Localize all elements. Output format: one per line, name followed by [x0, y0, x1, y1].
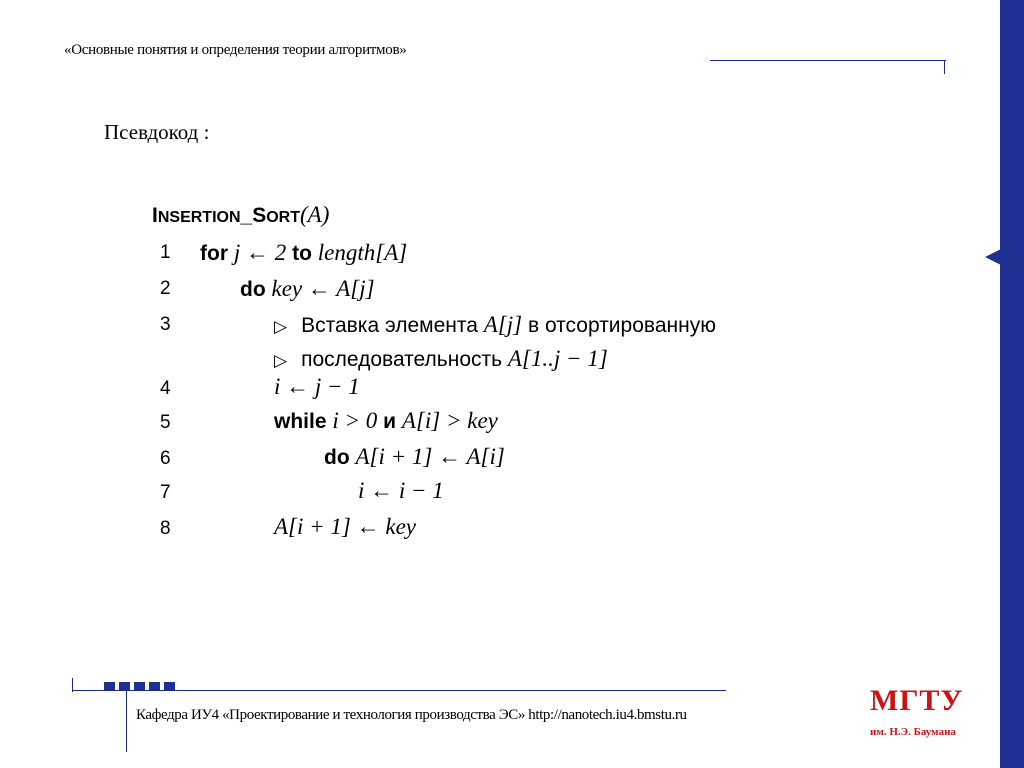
code-line-3-continuation: ▷ последовательность A[1..j − 1]	[274, 346, 608, 371]
side-accent-notch	[985, 249, 1001, 265]
header-rule-tick	[944, 60, 945, 74]
footer-rule	[72, 690, 726, 691]
line-number: 3	[160, 314, 171, 335]
line-number: 1	[160, 242, 171, 263]
decor-square	[149, 682, 160, 690]
decor-square	[104, 682, 115, 690]
section-heading: Псевдокод :	[104, 120, 210, 144]
side-accent-bar	[1000, 0, 1024, 768]
function-signature: INSERTION_SORT(A)	[152, 202, 330, 227]
line-number: 4	[160, 378, 171, 399]
line-number: 8	[160, 518, 171, 539]
code-line-1: for j ← 2 to length[A]	[200, 240, 408, 265]
code-line-5: while i > 0 и A[i] > key	[274, 408, 498, 433]
line-number: 7	[160, 482, 171, 503]
line-number: 5	[160, 412, 171, 433]
code-line-8: A[i + 1] ← key	[274, 514, 416, 539]
footer-text: Кафедра ИУ4 «Проектирование и технология производства ЭС» http://nanotech.iu4.bmstu.ru	[136, 707, 687, 723]
code-line-2: do key ← A[j]	[240, 276, 375, 301]
logo-title: МГТУ	[870, 684, 964, 717]
code-line-7: i ← i − 1	[358, 478, 444, 503]
decor-square	[119, 682, 130, 690]
pseudocode-block	[152, 200, 852, 560]
decor-square	[134, 682, 145, 690]
code-line-6: do A[i + 1] ← A[i]	[324, 444, 505, 469]
comment-triangle-icon: ▷	[274, 351, 288, 370]
footer-decorative-squares	[104, 682, 175, 690]
code-line-4: i ← j − 1	[274, 374, 360, 399]
header-rule	[710, 60, 946, 61]
logo-subtitle: им. Н.Э. Баумана	[870, 726, 956, 738]
header-title: «Основные понятия и определения теории алгоритмов»	[64, 42, 407, 58]
line-number: 2	[160, 278, 171, 299]
footer-rule-vertical	[126, 690, 127, 752]
decor-square	[164, 682, 175, 690]
line-number: 6	[160, 448, 171, 469]
code-line-3: ▷ Вставка элемента A[j] в отсортированную	[274, 312, 716, 337]
comment-triangle-icon: ▷	[274, 317, 288, 336]
